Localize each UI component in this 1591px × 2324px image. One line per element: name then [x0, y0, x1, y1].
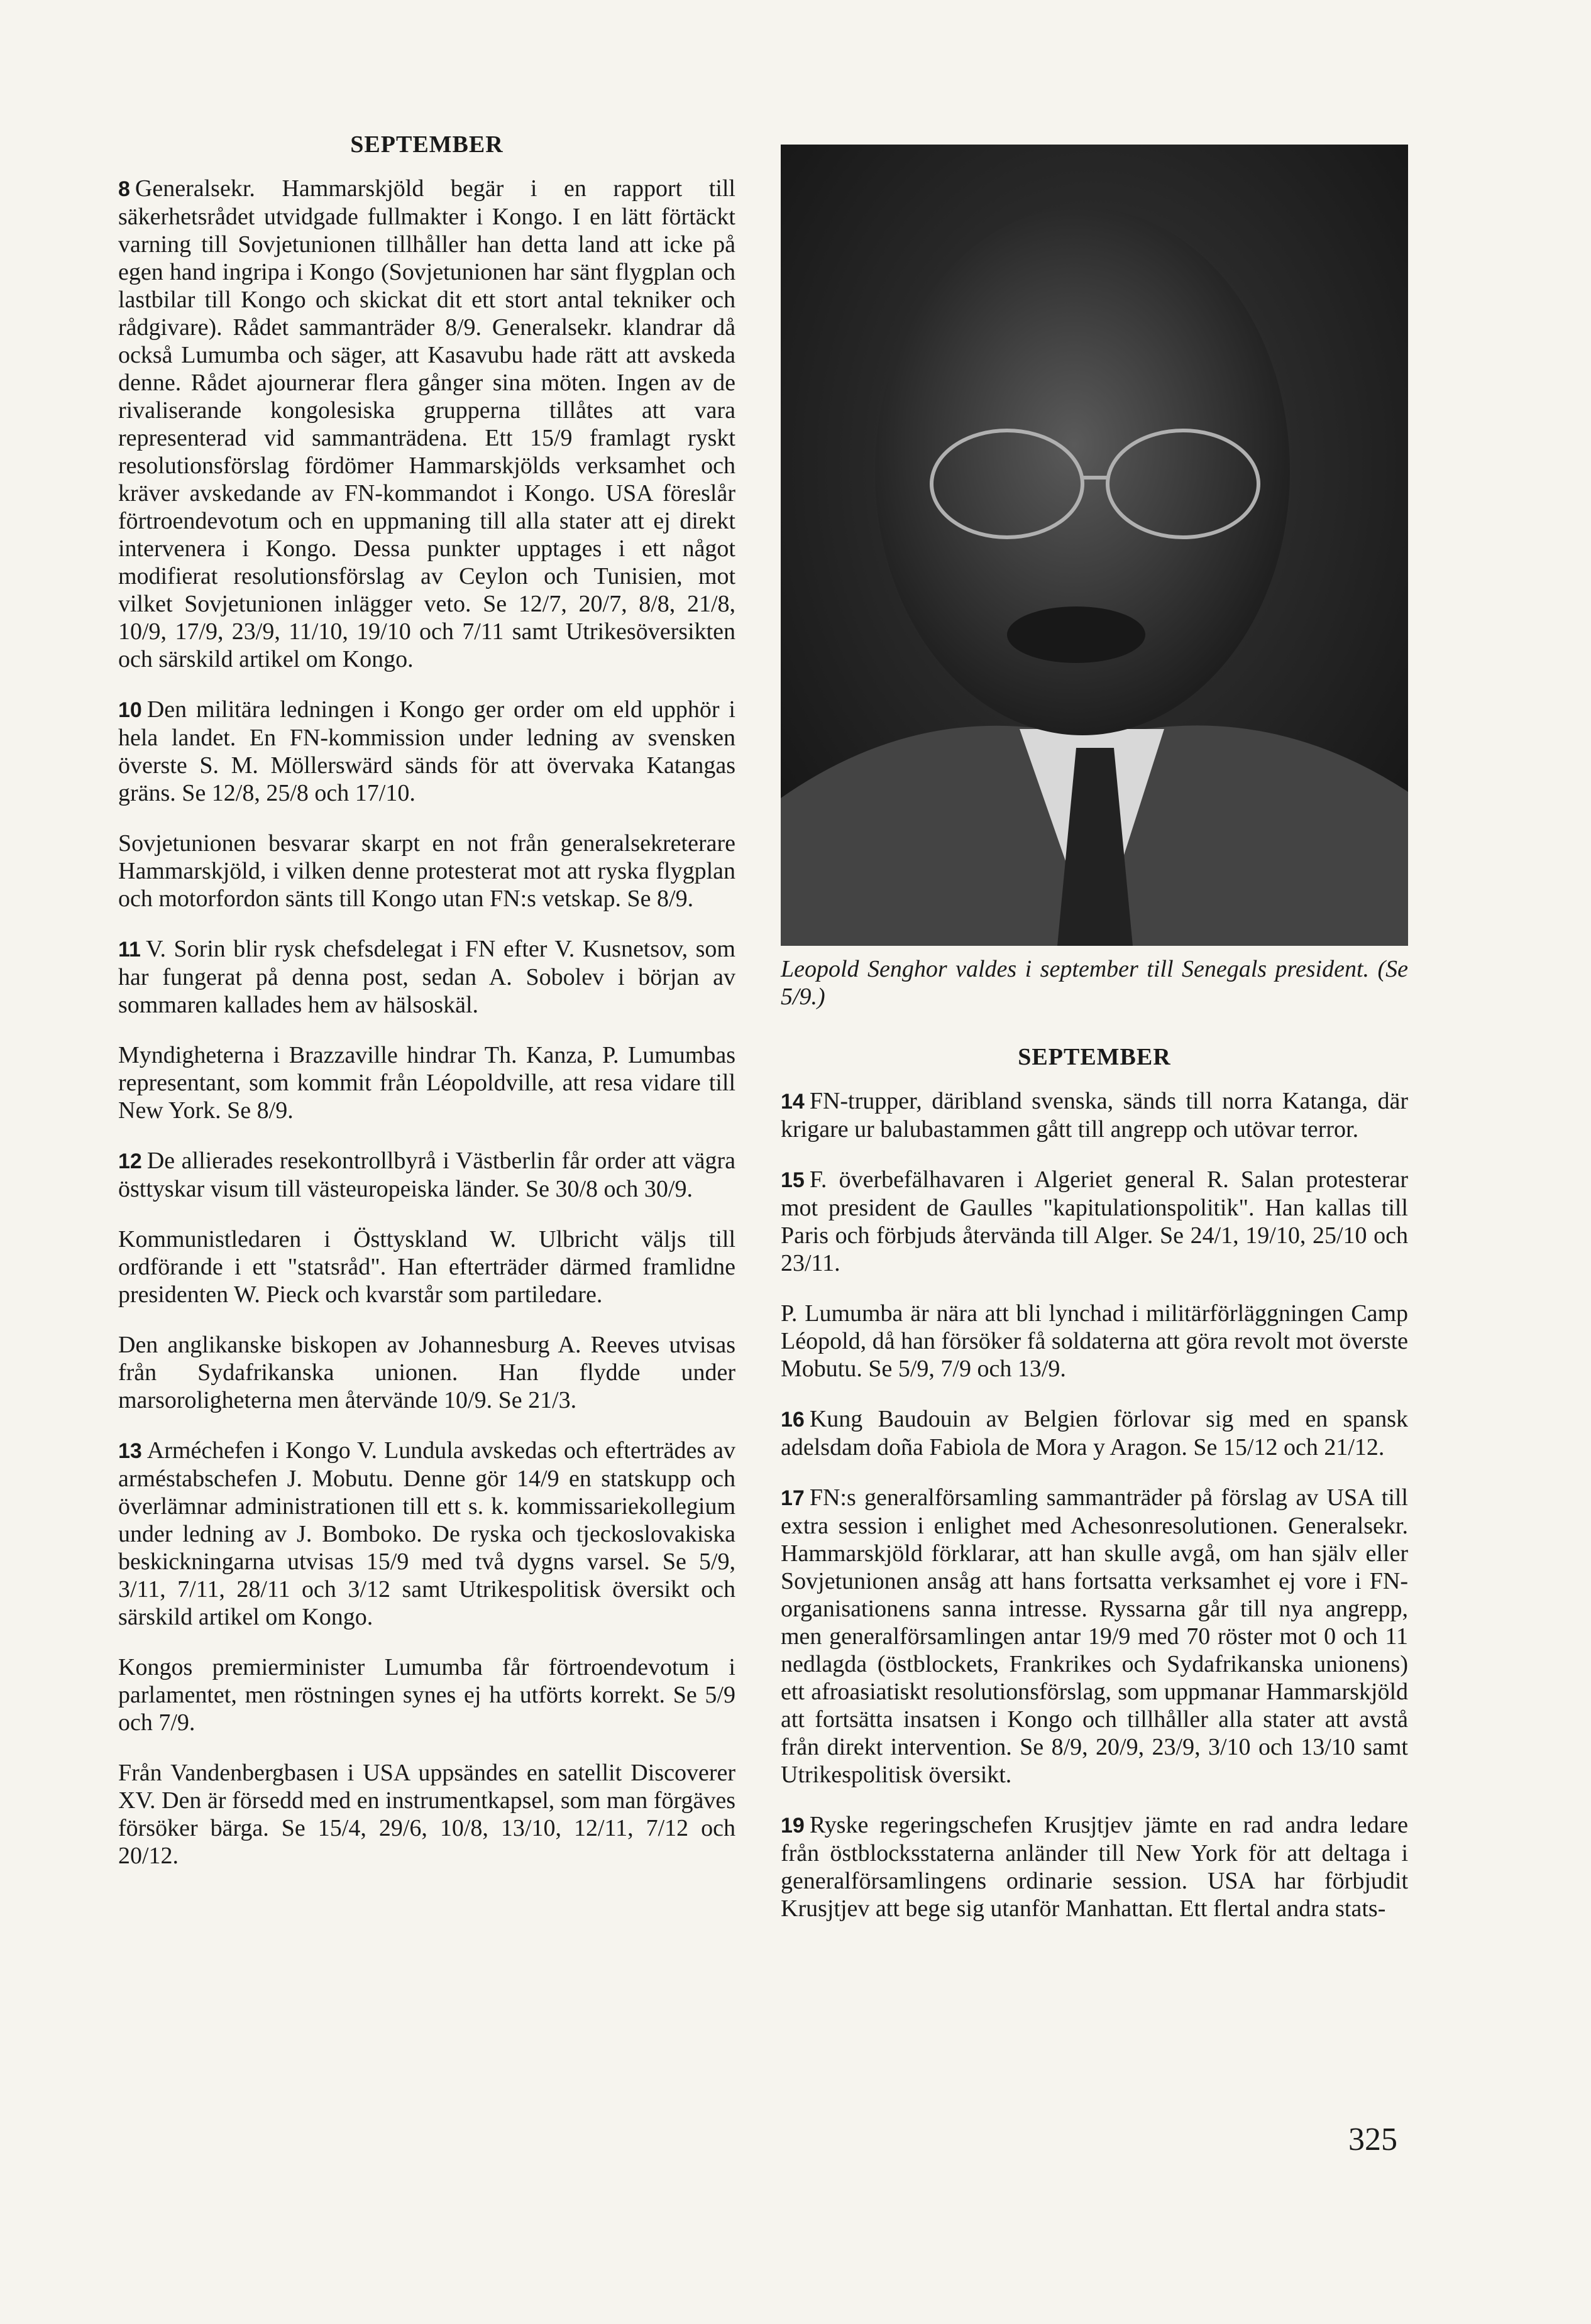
portrait-photo	[781, 145, 1408, 946]
month-heading: SEPTEMBER	[1018, 1044, 1171, 1070]
entry	[118, 935, 735, 1019]
entry	[118, 1653, 735, 1736]
entry	[781, 1405, 1408, 1461]
day-number: 14	[781, 1090, 805, 1114]
entry	[118, 1437, 735, 1631]
entry-text: FN-trupper, däribland svenska, sänds till norra Katanga, där krigare ur balubastammen gått till angrepp och utövar terror.	[781, 1088, 1408, 1143]
month-heading: SEPTEMBER	[350, 131, 504, 158]
day-number: 16	[781, 1408, 805, 1432]
entry	[781, 1087, 1408, 1143]
entry	[781, 1166, 1408, 1277]
entry-text: Kommunistledaren i Östtyskland W. Ulbricht väljs till ordförande i ett "statsråd". Han efterträder därmed framlidne presidenten W. Pieck och kvarstår som partiledare.	[118, 1226, 735, 1308]
portrait-image	[781, 145, 1408, 946]
right-column	[781, 1043, 1408, 1945]
entry-text: Myndigheterna i Brazzaville hindrar Th. Kanza, P. Lumumbas representant, som kommit från Léopoldville, att resa vidare till New York. Se 8/9.	[118, 1042, 735, 1124]
day-number: 8	[118, 177, 130, 201]
entry-text: Den militära ledningen i Kongo ger order om eld upphör i hela landet. En FN-kommission under ledning av svensken överste S. M. Möllerswärd sänds för att övervaka Katangas gräns. Se 12/8, 25/8 och 17/10.	[118, 696, 735, 806]
day-number: 17	[781, 1486, 805, 1510]
entry-text: Sovjetunionen besvarar skarpt en not från generalsekreterare Hammarskjöld, i vilken denne protesterat mot att ryska flygplan och motorfordon sänts till Kongo utan FN:s vetskap. Se 8/9.	[118, 830, 735, 912]
day-number: 10	[118, 698, 142, 722]
entry-text: Från Vandenbergbasen i USA uppsändes en satellit Discoverer XV. Den är försedd med en instrumentkapsel, som man förgäves försöker bärga. Se 15/4, 29/6, 10/8, 13/10, 12/11, 7/12 och 20/12.	[118, 1760, 735, 1869]
left-column	[118, 131, 735, 1892]
day-number: 15	[781, 1168, 805, 1192]
entry	[781, 1811, 1408, 1922]
day-number: 19	[781, 1814, 805, 1838]
entry	[118, 1041, 735, 1124]
entry-text: P. Lumumba är nära att bli lynchad i militärförläggningen Camp Léopold, då han försöker få soldaterna att göra revolt mot överste Mobutu. Se 5/9, 7/9 och 13/9.	[781, 1300, 1408, 1382]
photo-caption: Leopold Senghor valdes i september till Senegals president. (Se 5/9.)	[781, 956, 1408, 1010]
day-number: 13	[118, 1439, 142, 1463]
entry-text: Kongos premierminister Lumumba får förtroendevotum i parlamentet, men röstningen synes ej ha utförts korrekt. Se 5/9 och 7/9.	[118, 1654, 735, 1736]
entry	[781, 1484, 1408, 1789]
entry-text: Kung Baudouin av Belgien förlovar sig med en spansk adelsdam doña Fabiola de Mora y Aragon. Se 15/12 och 21/12.	[781, 1406, 1408, 1461]
entry-text: Arméchefen i Kongo V. Lundula avskedas och efterträdes av arméstabschefen J. Mobutu. Denne gör 14/9 en statskupp och överlämnar administrationen till ett s. k. kommissariekollegium under ledning av J. Bomboko. De ryska och tjeckoslovakiska beskickningarna utvisas 15/9 med två dygns varsel. Se 5/9, 3/11, 7/11, 28/11 och 3/12 samt Utrikespolitisk översikt och särskild artikel om Kongo.	[118, 1437, 735, 1630]
day-number: 11	[118, 938, 141, 962]
page-number: 325	[1348, 2122, 1397, 2157]
entry-text: FN:s generalförsamling sammanträder på förslag av USA till extra session i enlighet med Achesonresolutionen. Generalsekr. Hammarskjöld förklarar, att han skulle avgå, om han själv eller Sovjetunionen ansåg att hans fortsatta verksamhet ej vore i FN-organisationens sanna intresse. Ryssarna går till nya angrepp, men generalförsamlingen antar 19/9 med 70 röster mot 0 och 11 nedlagda (östblockets, Frankrikes och Sydafrikanska unionens) ett afroasiatiskt resolutionsförslag, som uppmanar Hammarskjöld att fortsätta insatsen i Kongo och tillhåller alla stater att avstå från direkt intervention. Se 8/9, 20/9, 23/9, 3/10 och 13/10 samt Utrikespolitisk översikt.	[781, 1484, 1408, 1788]
day-number: 12	[118, 1149, 142, 1173]
entry-text: F. överbefälhavaren i Algeriet general R. Salan protesterar mot president de Gaulles "kapitulationspolitik". Han kallas till Paris och förbjuds återvända till Alger. Se 24/1, 19/10, 25/10 och 23/11.	[781, 1166, 1408, 1276]
entry	[118, 1331, 735, 1414]
entry-text: Den anglikanske biskopen av Johannesburg A. Reeves utvisas från Sydafrikanska unionen. Han flydde under marsoroligheterna men återvände 10/9. Se 21/3.	[118, 1332, 735, 1413]
entry	[118, 1759, 735, 1870]
entry	[781, 1300, 1408, 1383]
entry	[118, 175, 735, 673]
entry-text: Generalsekr. Hammarskjöld begär i en rapport till säkerhetsrådet utvidgade fullmakter i Kongo. I en lätt förtäckt varning till Sovjetunionen tillhåller han detta land att icke på egen hand ingripa i Kongo (Sovjetunionen har sänt flygplan och lastbilar till Kongo och skickat dit ett stort antal tekniker och rådgivare). Rådet sammanträder 8/9. Generalsekr. klandrar då också Lumumba och säger, att Kasavubu hade rätt att avskeda denne. Rådet ajournerar flera gånger sina möten. Ingen av de rivaliserande kongolesiska grupperna tillåtes att vara representerad vid sammanträdena. Ett 15/9 framlagt ryskt resolutionsförslag fördömer Hammarskjölds verksamhet och kräver avskedande av FN-kommandot i Kongo. USA föreslår förtroendevotum och en uppmaning till alla stater att ej direkt intervenera i Kongo. Dessa punkter upptages i ett något modifierat resolutionsförslag av Ceylon och Tunisien, mot vilket Sovjetunionen inlägger veto. Se 12/7, 20/7, 8/8, 21/8, 10/9, 17/9, 23/9, 11/10, 19/10 och 7/11 samt Utrikesöversikten och särskild artikel om Kongo.	[118, 175, 735, 672]
entry-text: V. Sorin blir rysk chefsdelegat i FN efter V. Kusnetsov, som har fungerat på denna post, sedan A. Sobolev i början av sommaren kallades hem av hälsoskäl.	[118, 936, 735, 1018]
entry	[118, 1225, 735, 1308]
entry	[118, 830, 735, 913]
entry-text: De allierades resekontrollbyrå i Västberlin får order att vägra östtyskar visum till västeuropeiska länder. Se 30/8 och 30/9.	[118, 1148, 735, 1202]
entry	[118, 1147, 735, 1203]
entry	[118, 696, 735, 807]
entry-text: Ryske regeringschefen Krusjtjev jämte en rad andra ledare från östblocksstaterna anländer till New York för att deltaga i generalförsamlingens ordinarie session. USA har förbjudit Krusjtjev att bege sig utanför Manhattan. Ett flertal andra stats-	[781, 1812, 1408, 1922]
